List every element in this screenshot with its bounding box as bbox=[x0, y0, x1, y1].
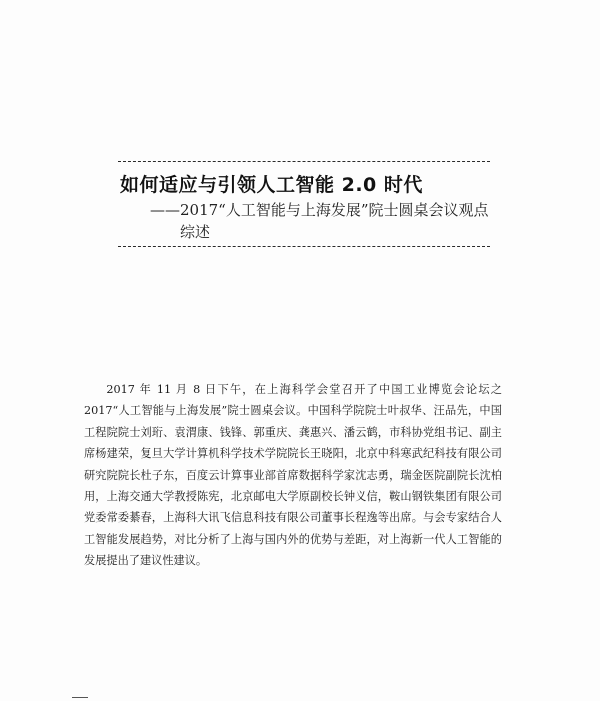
article-subtitle bbox=[150, 199, 500, 243]
bottom-dashed-rule bbox=[118, 246, 490, 247]
summary-paragraph: 2017 年 11 月 8 日下午，在上海科学会堂召开了中国工业博览会论坛之 2017“人工智能与上海发展”院士圆桌会议。中国科学院院士叶叔华、汪品先，中国工程院院士刘珩、袁渭康、钱锋、郭重庆、龚惠兴、潘云鹤，市科协党组书记、副主席杨建荣，复旦大学计算机科学技术学院院长王晓阳，北京中科寒武纪科技有限公司研究院院长杜子东，百度云计算事业部首席数据科学家沈志勇，瑞金医院副院长沈柏用，上海交通大学教授陈宪，北京邮电大学原副校长钟义信，鞍山钢铁集团有限公司党委常委綦春，上海科大讯飞信息科技有限公司董事长程逸等出席。与会专家结合人工智能发展趋势，对比分析了上海与国内外的优势与差距，对上海新一代人工智能的发展提出了建议性建议。 bbox=[84, 383, 502, 568]
top-dashed-rule bbox=[118, 161, 490, 162]
subtitle-line-1: ——2017“人工智能与上海发展”院士圆桌会议观点 bbox=[150, 201, 489, 219]
page-corner-mark bbox=[72, 697, 88, 698]
subtitle-line-2: 综述 bbox=[180, 223, 211, 241]
article-title: 如何适应与引领人工智能 2.0 时代 bbox=[120, 174, 423, 196]
